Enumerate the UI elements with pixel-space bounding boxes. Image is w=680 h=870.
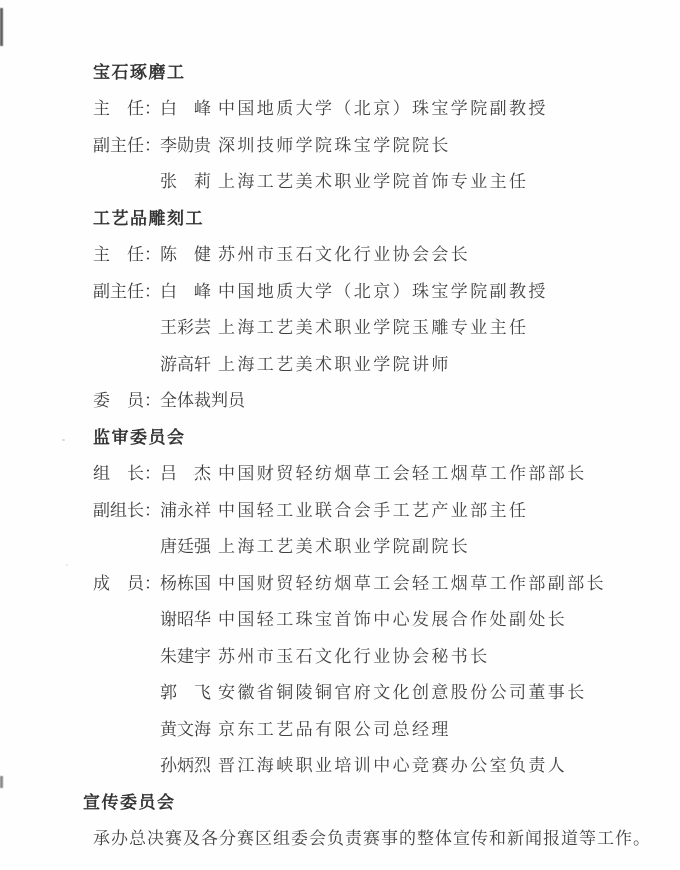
member-name: 唐廷强 <box>160 537 211 557</box>
member-title: 苏州市玉石文化行业协会会长 <box>218 245 471 265</box>
member-name: 张 莉 <box>160 172 211 192</box>
committee-row <box>93 308 650 345</box>
member-title: 中国轻工业联合会手工艺产业部主任 <box>218 500 529 520</box>
committee-row <box>93 490 650 527</box>
member-name: 孙炳烈 <box>160 756 211 776</box>
committee-row <box>93 271 650 308</box>
section-paragraph: 承办总决赛及各分赛区组委会负责赛事的整体宣传和新闻报道等工作。 <box>93 829 651 849</box>
committee-row <box>93 454 650 491</box>
section-title: 宝石琢磨工 <box>93 62 186 82</box>
committee-section <box>93 52 650 198</box>
committee-row <box>93 636 650 673</box>
section-title: 工艺品雕刻工 <box>93 208 204 228</box>
member-title: 上海工艺美术职业学院副院长 <box>218 537 471 557</box>
committee-row <box>93 125 650 162</box>
committee-row <box>93 381 650 418</box>
committee-row <box>93 344 650 381</box>
role-label: 主 任： <box>93 99 161 119</box>
scan-speck <box>62 439 65 441</box>
member-name: 杨栋国 <box>160 573 211 593</box>
member-name: 白 峰 <box>160 281 211 301</box>
member-title: 中国轻工珠宝首饰中心发展合作处副处长 <box>218 610 568 630</box>
member-title: 京东工艺品有限公司总经理 <box>218 719 451 739</box>
member-name: 朱建宇 <box>160 646 211 666</box>
member-title: 中国地质大学（北京）珠宝学院副教授 <box>218 99 548 119</box>
scan-edge-mark <box>0 8 3 46</box>
member-name: 谢昭华 <box>160 610 211 630</box>
committee-row <box>93 709 650 746</box>
member-title: 中国财贸轻纺烟草工会轻工烟草工作部部长 <box>218 464 587 484</box>
role-label: 组 长： <box>93 464 161 484</box>
member-name: 吕 杰 <box>160 464 211 484</box>
role-label: 主 任： <box>93 245 161 265</box>
committee-row <box>93 673 650 710</box>
committee-row <box>93 600 650 637</box>
section-title: 宣传委员会 <box>83 792 176 812</box>
committee-row <box>93 89 650 126</box>
scan-speck <box>66 564 68 566</box>
committee-row <box>93 162 650 199</box>
member-title: 上海工艺美术职业学院首饰专业主任 <box>218 172 529 192</box>
document-body <box>83 52 651 855</box>
member-title: 深圳技师学院珠宝学院院长 <box>218 135 451 155</box>
member-title: 上海工艺美术职业学院玉雕专业主任 <box>218 318 529 338</box>
member-name: 陈 健 <box>160 245 211 265</box>
role-label: 副组长： <box>93 500 161 520</box>
member-title: 上海工艺美术职业学院讲师 <box>218 354 451 374</box>
committee-row <box>93 235 650 272</box>
committee-row <box>93 527 650 564</box>
member-title: 安徽省铜陵铜官府文化创意股份公司董事长 <box>218 683 587 703</box>
member-title: 中国地质大学（北京）珠宝学院副教授 <box>218 281 548 301</box>
role-label: 委 员： <box>93 391 161 411</box>
committee-section <box>83 782 651 855</box>
committee-row <box>93 563 650 600</box>
member-name: 王彩芸 <box>160 318 211 338</box>
member-name: 游高轩 <box>160 354 211 374</box>
member-name: 白 峰 <box>160 99 211 119</box>
member-name: 李勋贵 <box>160 135 211 155</box>
committee-row <box>93 746 650 783</box>
member-name: 黄文海 <box>160 719 211 739</box>
member-name: 全体裁判员 <box>160 391 245 411</box>
member-name: 郭 飞 <box>160 683 211 703</box>
member-title: 晋江海峡职业培训中心竞赛办公室负责人 <box>218 756 568 776</box>
role-label: 成 员： <box>93 573 161 593</box>
role-label: 副主任： <box>93 135 161 155</box>
member-title: 苏州市玉石文化行业协会秘书长 <box>218 646 490 666</box>
member-title: 中国财贸轻纺烟草工会轻工烟草工作部副部长 <box>218 573 606 593</box>
committee-section <box>93 417 650 782</box>
section-title: 监审委员会 <box>93 427 186 447</box>
scan-edge-mark <box>0 776 3 788</box>
role-label: 副主任： <box>93 281 161 301</box>
member-name: 浦永祥 <box>160 500 211 520</box>
committee-section <box>93 198 650 417</box>
